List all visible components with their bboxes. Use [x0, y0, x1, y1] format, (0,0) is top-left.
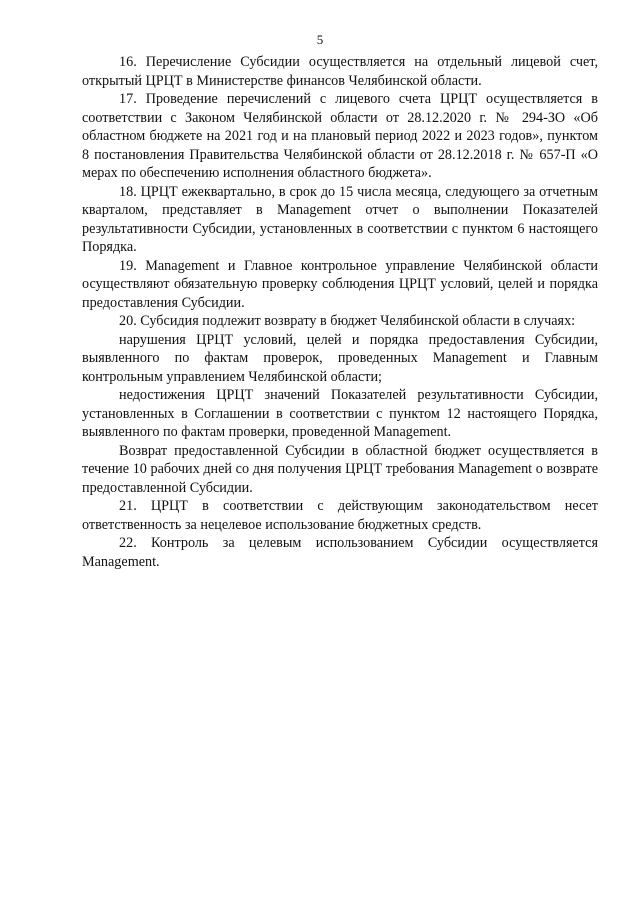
paragraph-16: 16. Перечисление Субсидии осуществляется на отдельный лицевой счет, открытый ЦРЦТ в Министерстве финансов Челябинской области.	[82, 54, 598, 89]
paragraph-20-case-1: нарушения ЦРЦТ условий, целей и порядка предоставления Субсидии, выявленного по фактам проверок, проведенных Management и Главным контрольным управлением Челябинской области;	[82, 331, 598, 385]
paragraph-18: 18. ЦРЦТ ежеквартально, в срок до 15 числа месяца, следующего за отчетным кварталом, представляет в Management отчет о выполнении Показателей результативности Субсидии, установленных в соответствии с пунктом 6 настоящего Порядка.	[82, 183, 598, 255]
paragraph-19: 19. Management и Главное контрольное управление Челябинской области осуществляют обязательную проверку соблюдения ЦРЦТ условий, целей и порядка предоставления Субсидии.	[82, 257, 598, 311]
paragraph-20: 20. Субсидия подлежит возврату в бюджет Челябинской области в случаях:	[119, 313, 576, 329]
document-body	[82, 53, 598, 571]
paragraph-22: 22. Контроль за целевым использованием Субсидии осуществляется Management.	[82, 535, 598, 570]
paragraph-20-refund: Возврат предоставленной Субсидии в областной бюджет осуществляется в течение 10 рабочих дней со дня получения ЦРЦТ требования Management о возврате предоставленной Субсидии.	[82, 442, 598, 496]
page-number: 5	[316, 32, 324, 47]
paragraph-20-case-2: недостижения ЦРЦТ значений Показателей результативности Субсидии, установленных в Соглашении в соответствии с пунктом 12 настоящего Порядка, выявленного по фактам проверки, проведенной Management.	[82, 387, 598, 440]
paragraph-21: 21. ЦРЦТ в соответствии с действующим законодательством несет ответственность за нецелевое использование бюджетных средств.	[82, 498, 598, 533]
paragraph-17: 17. Проведение перечислений с лицевого счета ЦРЦТ осуществляется в соответствии с Законом Челябинской области от 28.12.2020 г. № 294-ЗО «Об областном бюджете на 2021 год и на плановый период 2022 и 2023 годов», пунктом 8 постановления Правительства Челябинской области от 28.12.2018 г. № 657-П «О мерах по обеспечению исполнения областного бюджета».	[82, 91, 598, 181]
